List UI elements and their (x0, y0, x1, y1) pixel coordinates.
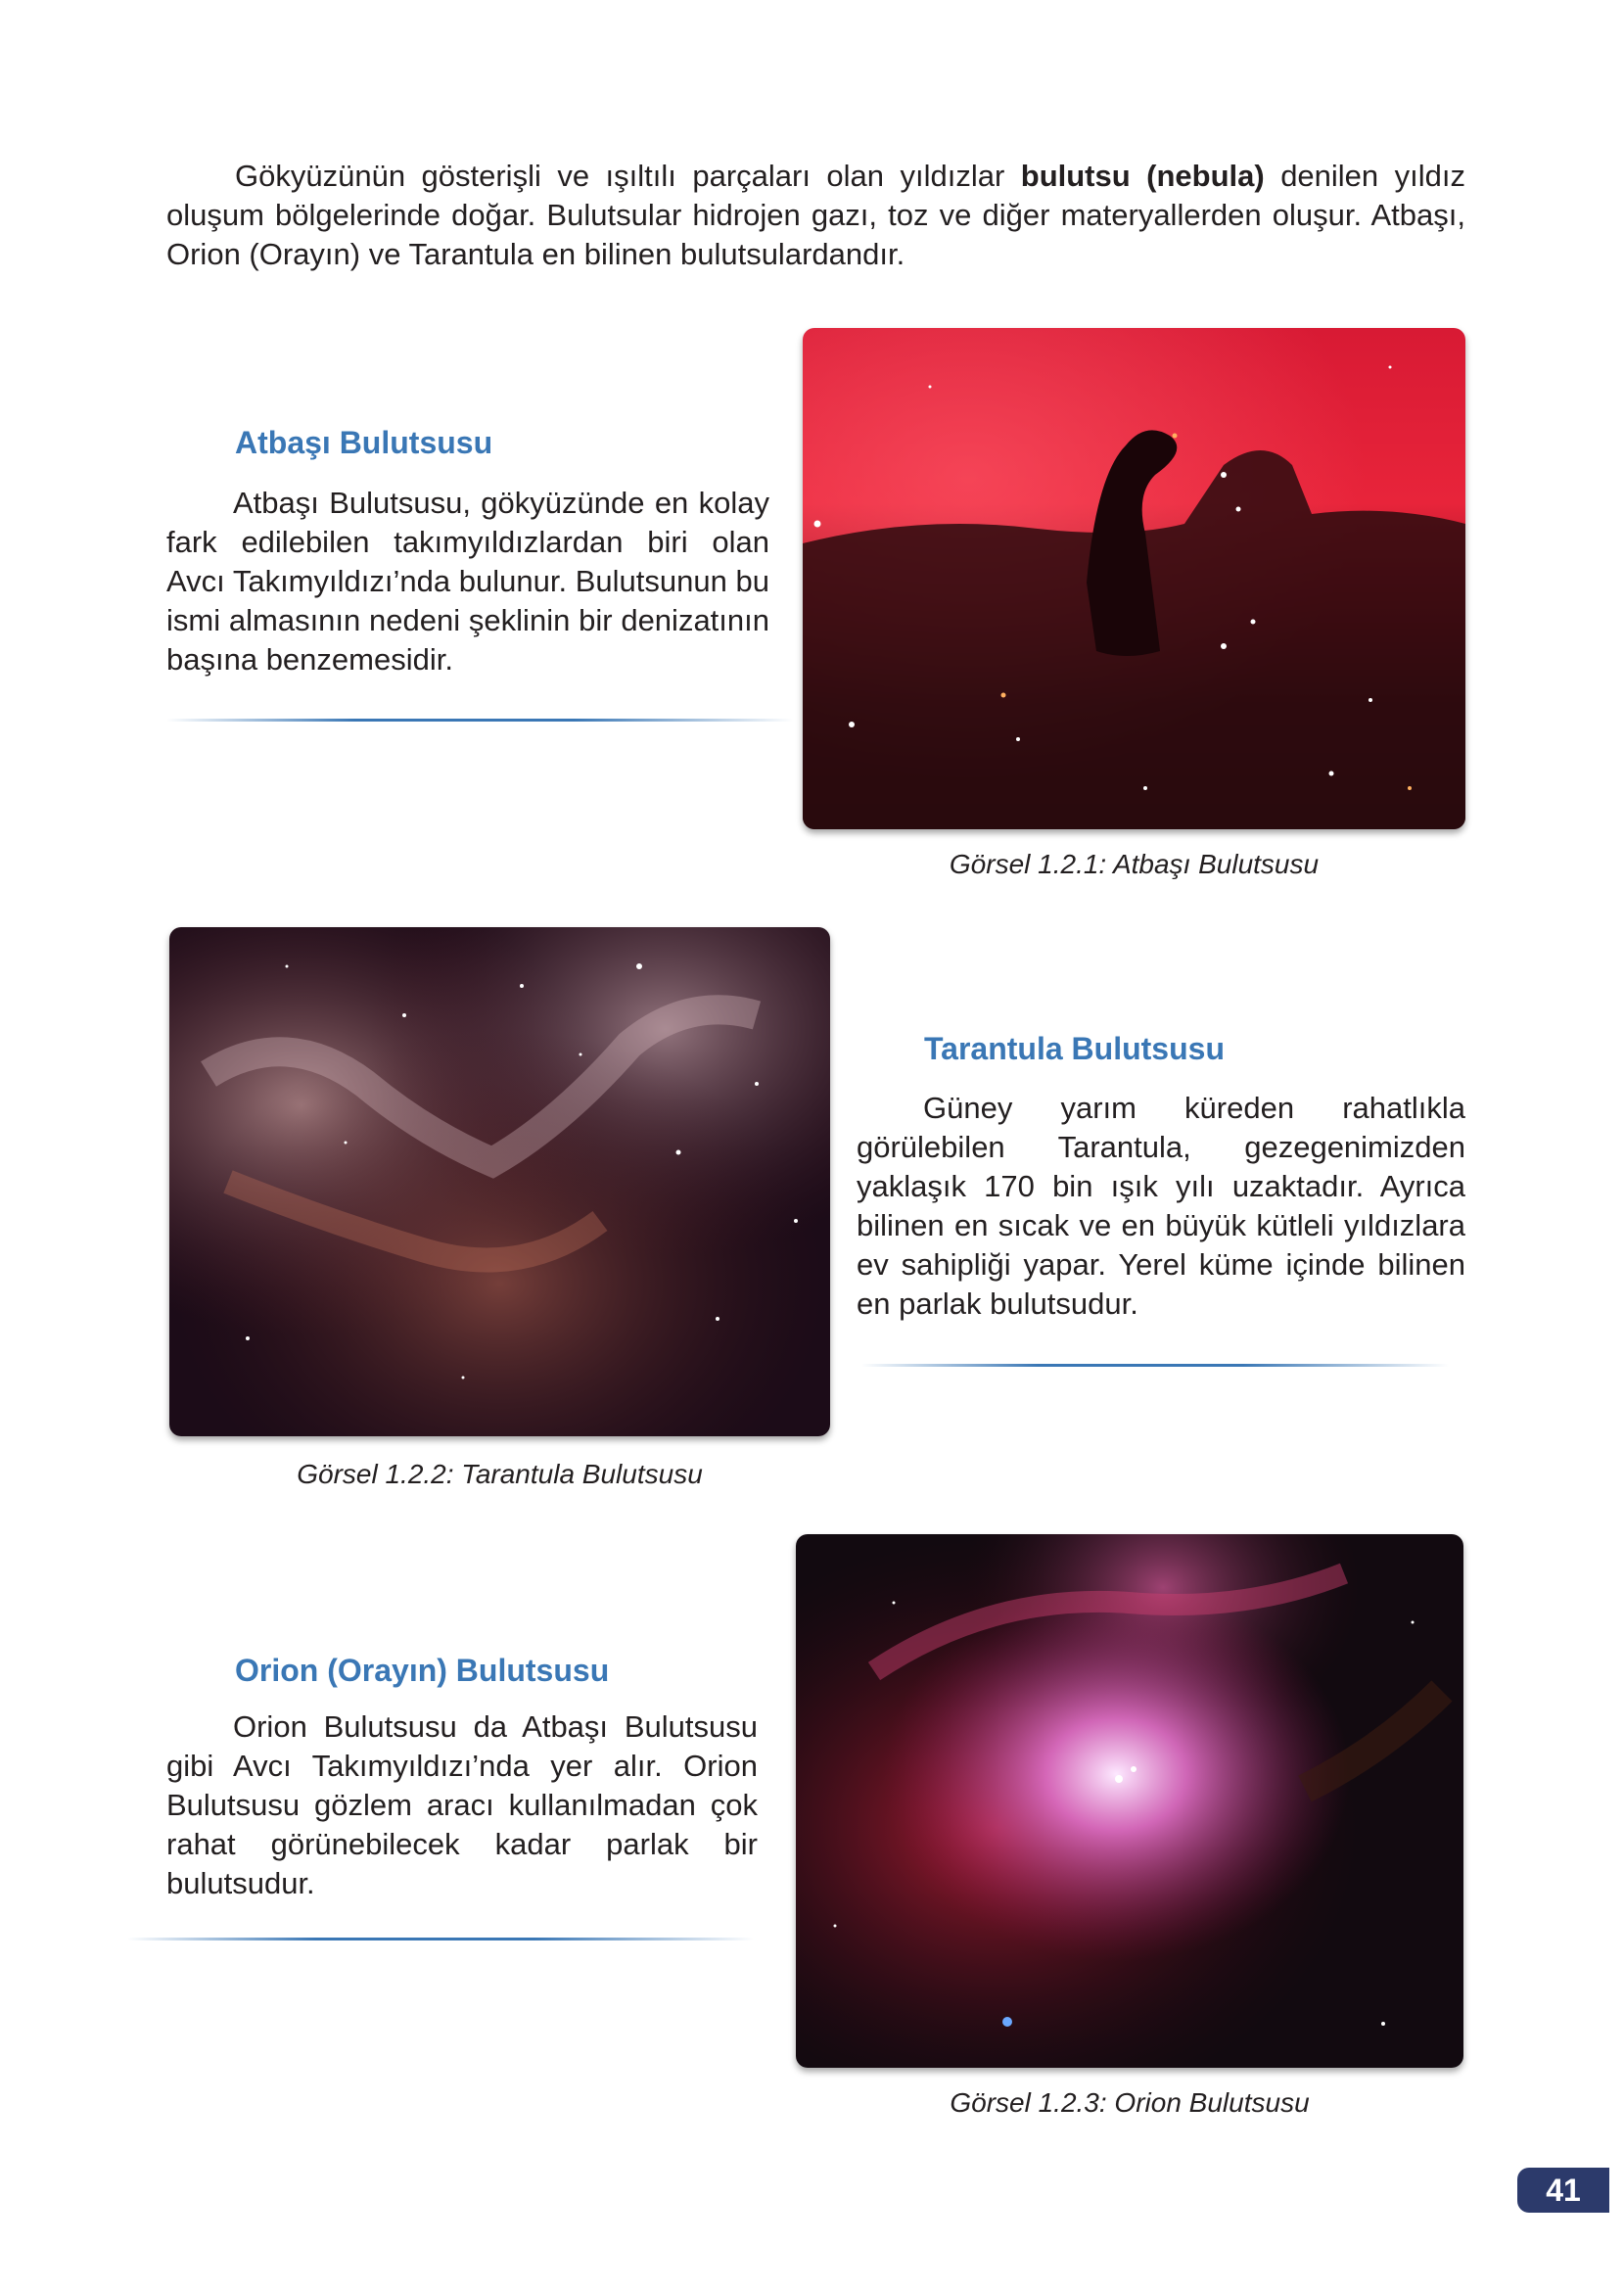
section-text-tarantula-body: Güney yarım küreden rahatlıkla görülebilen Tarantula, gezegenimizden yaklaşık 170 bin ışık yılı uzaktadır. Ayrıca bilinen en sıcak ve en büyük kütleli yıldızlara ev sahipliği yapar. Yerel küme içinde bilinen en parlak bulutsudur. (857, 1091, 1465, 1321)
intro-paragraph (166, 157, 1465, 274)
section-text-atbasi (166, 484, 769, 679)
intro-text-before: Gökyüzünün gösterişli ve ışıltılı parçaları olan yıldızlar (235, 159, 1021, 193)
horsehead-nebula-image (803, 328, 1465, 829)
section-text-tarantula (857, 1089, 1465, 1324)
section-heading-tarantula: Tarantula Bulutsusu (924, 1031, 1225, 1066)
section-text-orion (166, 1707, 758, 1903)
section-divider-atbasi (166, 719, 793, 722)
section-text-atbasi-body: Atbaşı Bulutsusu, gökyüzünde en kolay fark edilebilen takımyıldızlardan biri olan Avcı Takımyıldızı’nda bulunur. Bulutsunun bu ismi almasının nedeni şeklinin bir denizatının başına benzemesidir. (166, 486, 769, 677)
section-divider-tarantula (861, 1364, 1449, 1367)
section-heading-atbasi: Atbaşı Bulutsusu (235, 425, 493, 460)
page-number-badge: 41 (1517, 2168, 1609, 2213)
caption-orion: Görsel 1.2.3: Orion Bulutsusu (950, 2087, 1310, 2118)
intro-text-after: denilen yıldız oluşum bölgelerinde doğar. Bulutsular hidrojen gazı, toz ve diğer materyallerden oluşur. Atbaşı, Orion (Orayın) ve Tarantula en bilinen bulutsulardandır. (166, 159, 1465, 271)
section-heading-orion: Orion (Orayın) Bulutsusu (235, 1653, 610, 1688)
section-divider-orion (127, 1938, 754, 1940)
orion-nebula-image (796, 1534, 1463, 2068)
tarantula-nebula-image (169, 927, 830, 1436)
section-text-orion-body: Orion Bulutsusu da Atbaşı Bulutsusu gibi Avcı Takımyıldızı’nda yer alır. Orion Bulutsusu gözlem aracı kullanılmadan çok rahat görünebilecek kadar parlak bir bulutsudur. (166, 1709, 758, 1900)
caption-tarantula: Görsel 1.2.2: Tarantula Bulutsusu (297, 1459, 703, 1489)
caption-atbasi: Görsel 1.2.1: Atbaşı Bulutsusu (949, 849, 1320, 879)
intro-bold-term: bulutsu (nebula) (1020, 159, 1265, 193)
